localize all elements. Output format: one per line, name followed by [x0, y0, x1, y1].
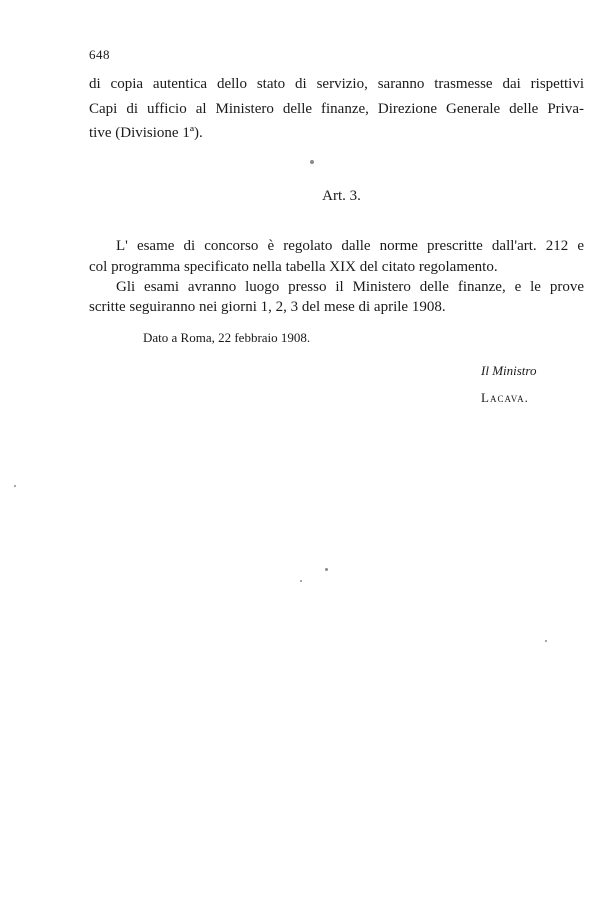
date-line: Dato a Roma, 22 febbraio 1908. — [143, 330, 311, 345]
article-body-line-3: Gli esami avranno luogo presso il Ministero delle finanze, e le prove — [116, 279, 584, 295]
continuation-line-1: di copia autentica dello stato di servizio, saranno trasmesse dai rispettivi — [89, 76, 584, 92]
article-heading-text: Art. 3. — [322, 188, 361, 204]
article-heading — [0, 188, 613, 205]
scan-speck — [300, 580, 302, 582]
scan-speck — [545, 640, 547, 642]
page-number: 648 — [89, 47, 110, 62]
scan-speck — [310, 160, 314, 164]
continuation-line-3: tive (Divisione 1ª). — [89, 125, 203, 141]
signature-title: Il Ministro — [481, 363, 537, 378]
signature-name: Lacava. — [481, 390, 529, 405]
continuation-line-2: Capi di ufficio al Ministero delle finanze, Direzione Generale delle Priva- — [89, 101, 584, 117]
scan-speck — [14, 485, 16, 487]
article-body-line-1: L' esame di concorso è regolato dalle norme prescritte dall'art. 212 e — [116, 238, 584, 254]
article-body-line-2: col programma specificato nella tabella XIX del citato regolamento. — [89, 259, 498, 275]
article-body-line-4: scritte seguiranno nei giorni 1, 2, 3 del mese di aprile 1908. — [89, 299, 446, 315]
scan-speck — [325, 568, 328, 571]
